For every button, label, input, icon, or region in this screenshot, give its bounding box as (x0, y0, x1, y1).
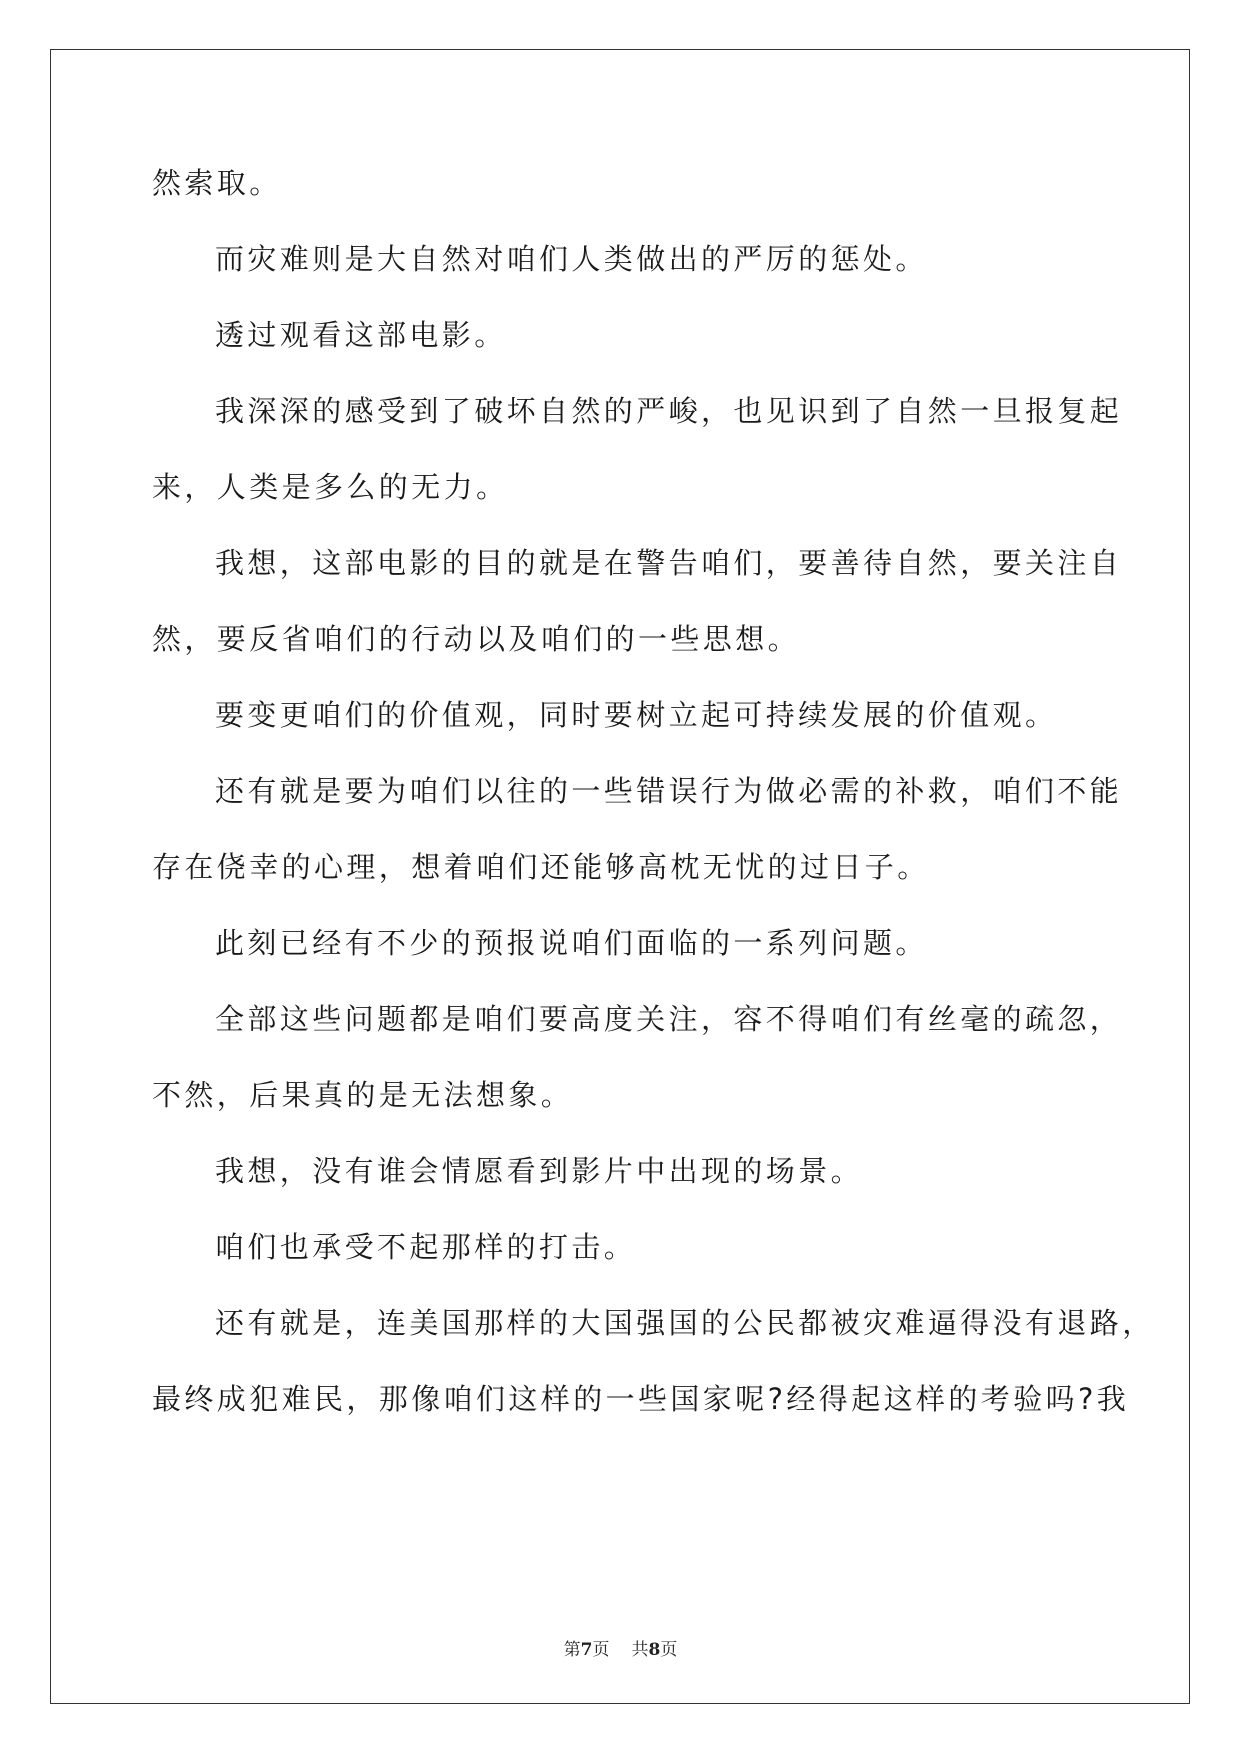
text-line: 还有就是要为咱们以往的一些错误行为做必需的补救，咱们不能 (215, 774, 1123, 808)
total-suffix: 页 (660, 1640, 678, 1660)
text-line: 我想，没有谁会情愿看到影片中出现的场景。 (215, 1154, 864, 1188)
text-line: 我深深的感受到了破坏自然的严峻，也见识到了自然一旦报复起 (215, 394, 1123, 428)
text-line: 来，人类是多么的无力。 (152, 470, 509, 504)
text-line: 而灾难则是大自然对咱们人类做出的严厉的惩处。 (215, 242, 928, 276)
text-line: 不然，后果真的是无法想象。 (152, 1078, 574, 1112)
text-line: 存在侥幸的心理，想着咱们还能够高枕无忧的过日子。 (152, 850, 930, 884)
page-footer (0, 1640, 1241, 1660)
text-line: 全部这些问题都是咱们要高度关注，容不得咱们有丝毫的疏忽， (215, 1002, 1123, 1036)
text-line: 最终成犯难民，那像咱们这样的一些国家呢?经得起这样的考验吗?我 (152, 1382, 1130, 1416)
text-line: 然，要反省咱们的行动以及咱们的一些思想。 (152, 622, 801, 656)
text-line: 透过观看这部电影。 (215, 318, 507, 352)
text-line: 还有就是，连美国那样的大国强国的公民都被灾难逼得没有退路， (215, 1306, 1155, 1340)
total-prefix: 共 (631, 1640, 649, 1660)
text-line: 要变更咱们的价值观，同时要树立起可持续发展的价值观。 (215, 698, 1058, 732)
total-pages-number: 8 (648, 1640, 661, 1660)
page-prefix: 第 (563, 1640, 581, 1660)
current-page-number: 7 (580, 1640, 593, 1660)
text-line: 然索取。 (152, 166, 282, 200)
text-line: 我想，这部电影的目的就是在警告咱们，要善待自然，要关注自 (215, 546, 1123, 580)
page-suffix: 页 (592, 1640, 610, 1660)
text-line: 此刻已经有不少的预报说咱们面临的一系列问题。 (215, 926, 928, 960)
text-line: 咱们也承受不起那样的打击。 (215, 1230, 637, 1264)
